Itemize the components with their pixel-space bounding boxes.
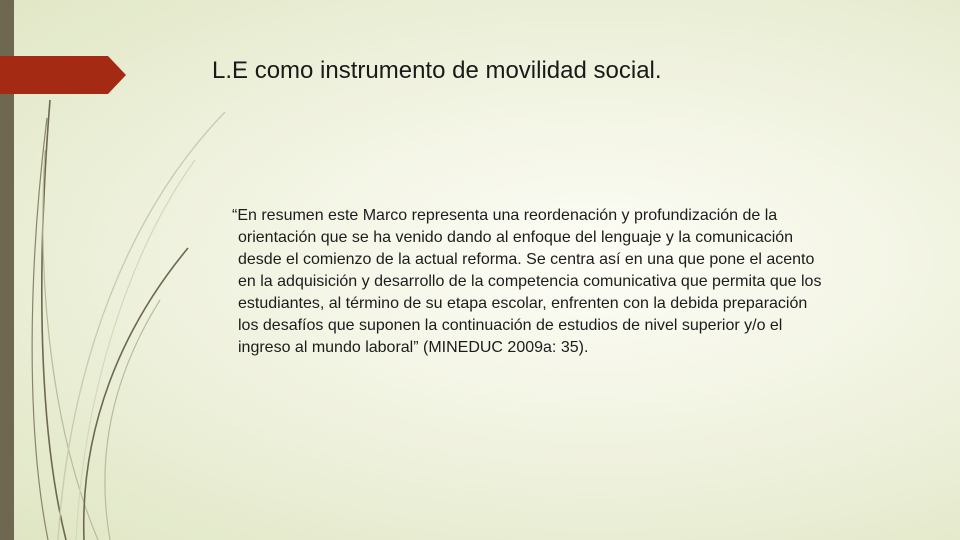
quote-paragraph bbox=[232, 205, 912, 359]
quote-line: desde el comienzo de la actual reforma. Se centra así en una que pone el acento bbox=[238, 251, 815, 268]
quote-line: ingreso al mundo laboral” (MINEDUC 2009a: 35). bbox=[238, 339, 589, 356]
title-accent-marker bbox=[0, 56, 126, 94]
quote-line: en la adquisición y desarrollo de la competencia comunicativa que permita que los bbox=[238, 273, 822, 290]
quote-line: estudiantes, al término de su etapa escolar, enfrenten con la debida preparación bbox=[238, 295, 808, 312]
quote-line: los desafíos que suponen la continuación de estudios de nivel superior y/o el bbox=[238, 317, 783, 334]
quote-line: orientación que se ha venido dando al enfoque del lenguaje y la comunicación bbox=[238, 229, 794, 246]
slide-title: L.E como instrumento de movilidad social. bbox=[212, 57, 662, 84]
quote-line: “En resumen este Marco representa una reordenación y profundización de la bbox=[232, 207, 778, 224]
